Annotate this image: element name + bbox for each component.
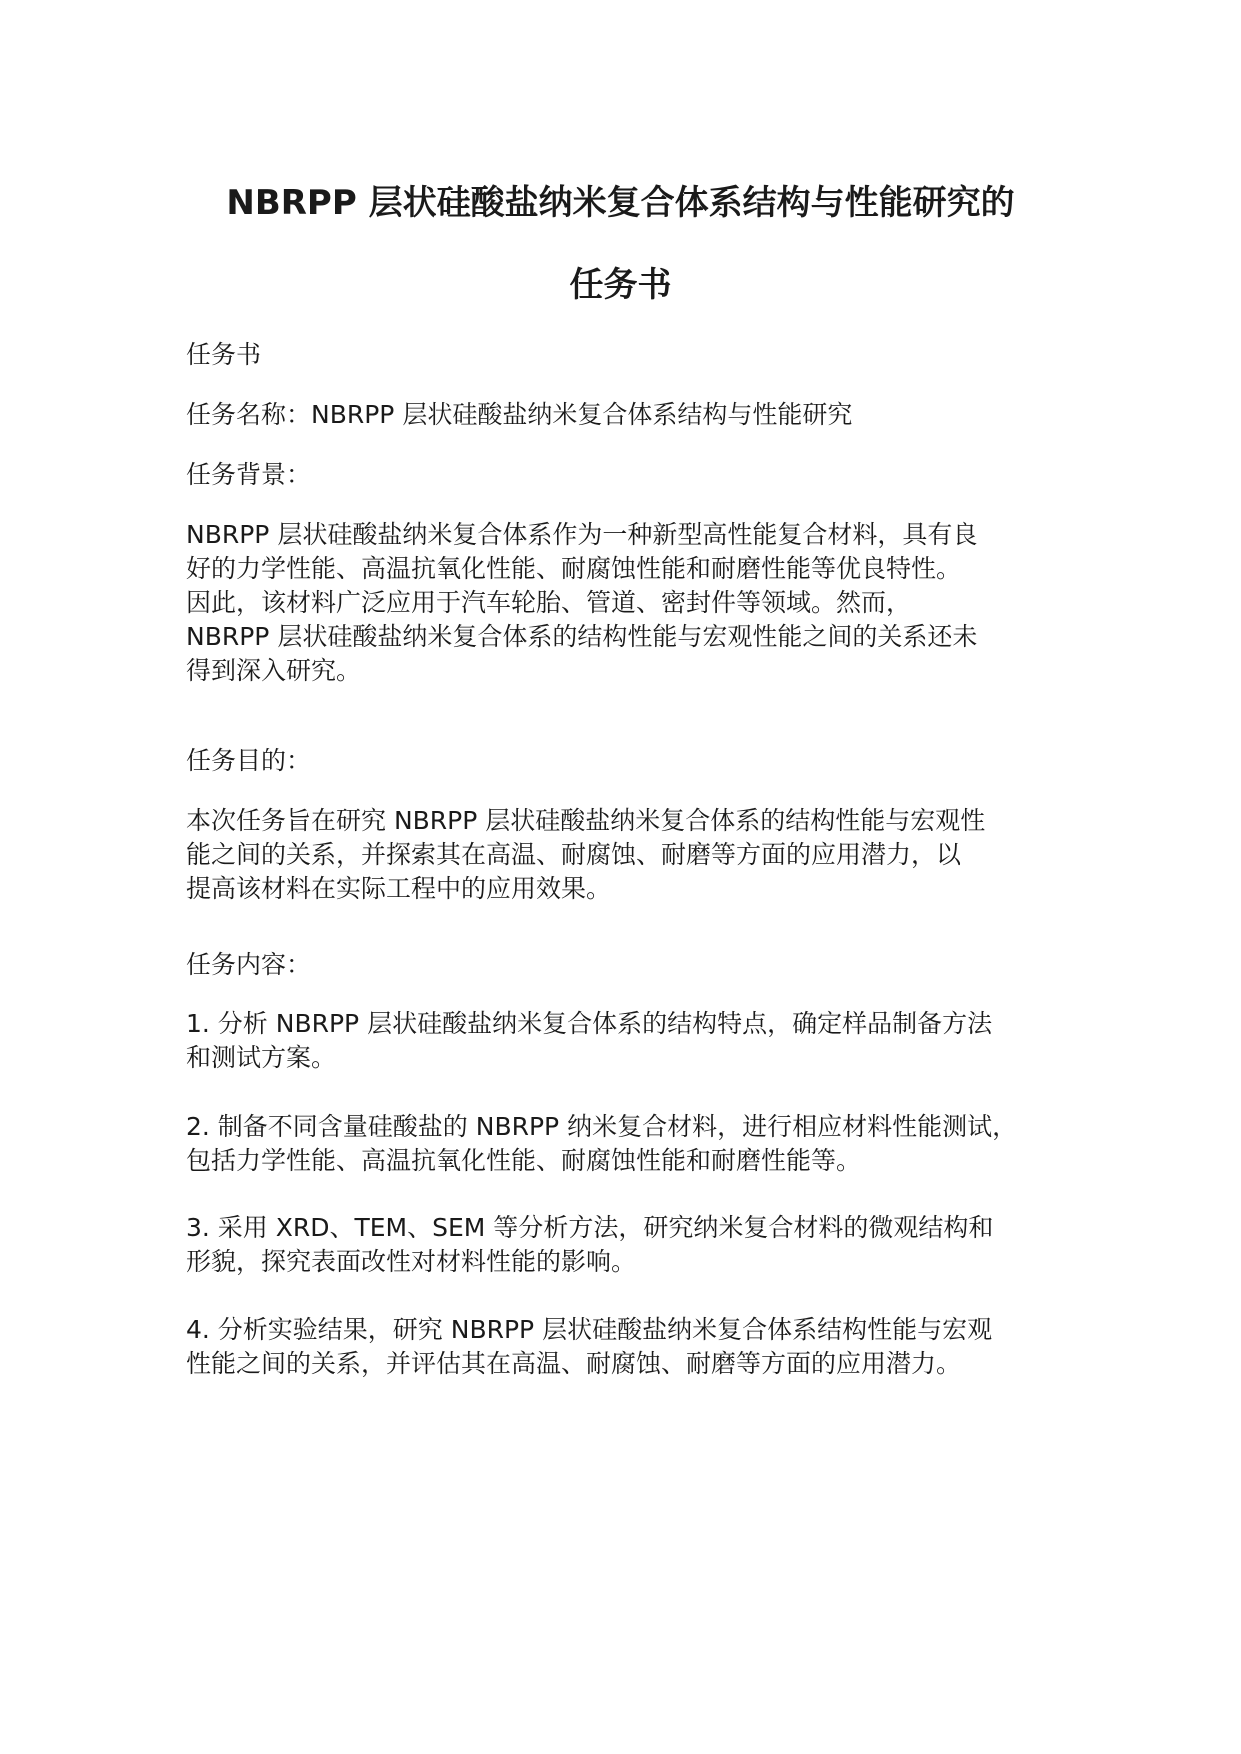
paragraph-heading-background [186,458,1076,492]
text-line: NBRPP 层状硅酸盐纳米复合体系的结构性能与宏观性能之间的关系还未 [186,622,978,651]
text-line: 任务内容： [186,950,312,979]
paragraph-heading-content [186,948,1076,982]
text-line: 形貌，探究表面改性对材料性能的影响。 [186,1247,637,1276]
text-line: 包括力学性能、高温抗氧化性能、耐腐蚀性能和耐磨性能等。 [186,1146,862,1175]
text-line: 1. 分析 NBRPP 层状硅酸盐纳米复合体系的结构特点，确定样品制备方法 [186,1009,993,1038]
text-line: 提高该材料在实际工程中的应用效果。 [186,874,612,903]
list-item-2 [186,1110,1076,1178]
paragraph-purpose [186,804,1076,906]
paragraph-background [186,518,1076,688]
list-item-1 [186,1007,1076,1075]
document-title-line-2: 任务书 [569,265,672,305]
text-line: 性能之间的关系，并评估其在高温、耐腐蚀、耐磨等方面的应用潜力。 [186,1349,962,1378]
list-item-3 [186,1211,1076,1279]
text-line: 能之间的关系，并探索其在高温、耐腐蚀、耐磨等方面的应用潜力，以 [186,840,962,869]
text-line: 任务书 [186,340,262,369]
text-line: 任务背景： [186,460,312,489]
text-line: 3. 采用 XRD、TEM、SEM 等分析方法，研究纳米复合材料的微观结构和 [186,1213,994,1242]
paragraph-heading-purpose [186,744,1076,778]
list-item-4 [186,1313,1076,1381]
text-line: 得到深入研究。 [186,656,362,685]
paragraph-heading-task-book [186,338,1076,372]
document-title-line-1: NBRPP 层状硅酸盐纳米复合体系结构与性能研究的 [226,183,1015,223]
text-line: 因此，该材料广泛应用于汽车轮胎、管道、密封件等领域。然而， [186,588,912,617]
text-line: 和测试方案。 [186,1043,337,1072]
text-line: 4. 分析实验结果，研究 NBRPP 层状硅酸盐纳米复合体系结构性能与宏观 [186,1315,993,1344]
text-line: 任务名称：NBRPP 层状硅酸盐纳米复合体系结构与性能研究 [186,400,853,429]
text-line: 任务目的： [186,746,312,775]
text-line: NBRPP 层状硅酸盐纳米复合体系作为一种新型高性能复合材料，具有良 [186,520,978,549]
text-line: 2. 制备不同含量硅酸盐的 NBRPP 纳米复合材料，进行相应材料性能测试， [186,1112,1018,1141]
text-line: 本次任务旨在研究 NBRPP 层状硅酸盐纳米复合体系的结构性能与宏观性 [186,806,986,835]
text-line: 好的力学性能、高温抗氧化性能、耐腐蚀性能和耐磨性能等优良特性。 [186,554,962,583]
paragraph-task-name [186,398,1076,432]
